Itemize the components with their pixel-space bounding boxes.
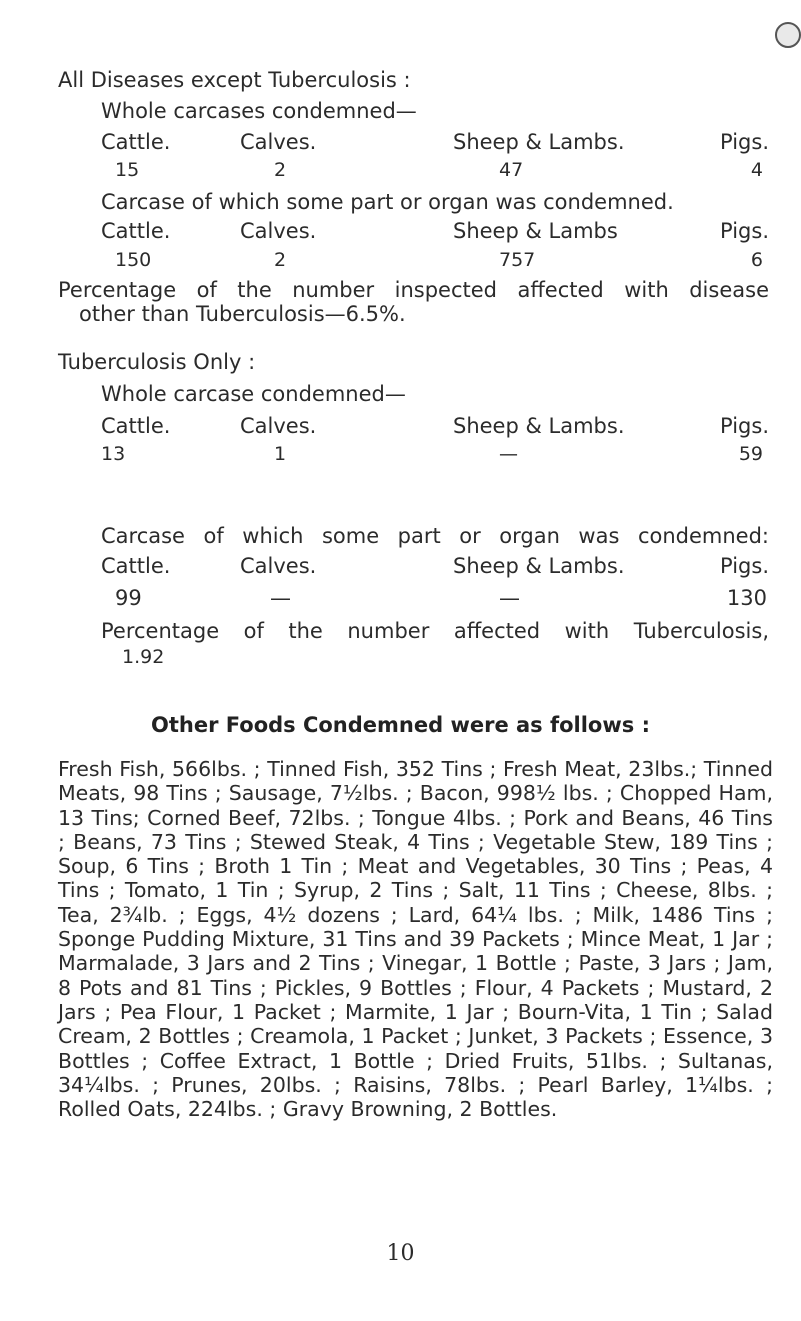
value-cell: — — [499, 586, 520, 610]
tb-whole-carcase-header-row — [101, 414, 769, 440]
value-cell: 2 — [274, 249, 287, 271]
other-foods-list: Fresh Fish, 566lbs. ; Tinned Fish, 352 Tins ; Fresh Meat, 23lbs.; Tinned Meats, 98 Tins ; Sausage, 7½lbs. ; Bacon, 998½ lbs. ; Chopped Ham, 13 Tins; Corned Beef, 72lbs. ; Tongue 4lbs. ; Pork and Beans, 46 Tins ; Beans, 73 Tins ; Stewed Steak, 4 Tins ; Vegetable Stew, 189 Tins ; Soup, 6 Tins ; Broth 1 Tin ; Meat and Vegetables, 30 Tins ; Peas, 4 Tins ; Tomato, 1 Tin ; Syrup, 2 Tins ; Salt, 11 Tins ; Cheese, 8lbs. ; Tea, 2¾lb. ; Eggs, 4½ dozens ; Lard, 64¼ lbs. ; Milk, 1486 Tins ; Sponge Pudding Mixture, 31 Tins and 39 Packets ; Mince Meat, 1 Jar ; Marmalade, 3 Jars and 2 Tins ; Vinegar, 1 Bottle ; Paste, 3 Jars ; Jam, 8 Pots and 81 Tins ; Pickles, 9 Bottles ; Flour, 4 Packets ; Mustard, 2 Jars ; Pea Flour, 1 Packet ; Marmite, 1 Jar ; Bourn-Vita, 1 Tin ; Salad Cream, 2 Bottles ; Creamola, 1 Packet ; Junket, 3 Packets ; Essence, 3 Bottles ; Coffee Extract, 1 Bottle ; Dried Fruits, 51lbs. ; Sultanas, 34¼lbs. ; Prunes, 20lbs. ; Raisins, 78lbs. ; Pearl Barley, 1¼lbs. ; Rolled Oats, 224lbs. ; Gravy Browning, 2 Bottles. — [58, 757, 773, 1122]
page-number: 10 — [386, 1241, 415, 1266]
whole-carcases-title: Whole carcases condemned— — [101, 99, 417, 123]
section-heading-tuberculosis: Tuberculosis Only : — [58, 350, 256, 374]
whole-carcases-header-row — [101, 130, 769, 156]
value-cell: 1 — [274, 443, 287, 465]
section-heading-diseases: All Diseases except Tuberculosis : — [58, 68, 411, 92]
column-header: Cattle. — [101, 554, 171, 578]
column-header: Cattle. — [101, 130, 171, 154]
part-condemned-title: Carcase of which some part or organ was condemned. — [101, 190, 674, 214]
part-condemned-header-row — [101, 219, 769, 245]
column-header: Calves. — [240, 219, 317, 243]
whole-carcases-value-row — [101, 159, 769, 185]
value-cell: 47 — [499, 159, 524, 181]
tb-whole-carcase-title: Whole carcase condemned— — [101, 382, 406, 406]
tb-part-condemned-header-row — [101, 554, 769, 580]
tb-whole-carcase-value-row — [101, 443, 769, 469]
column-header: Sheep & Lambs. — [453, 554, 625, 578]
value-cell: 6 — [750, 249, 763, 271]
percentage-disease-line1: Percentage of the number inspected affected with disease — [58, 278, 769, 302]
percentage-disease-line2: other than Tuberculosis—6.5%. — [79, 302, 406, 326]
value-cell: 13 — [101, 443, 126, 465]
column-header: Calves. — [240, 554, 317, 578]
tb-part-condemned-value-row — [101, 586, 769, 612]
corner-punch-mark — [775, 22, 801, 48]
value-cell: — — [499, 443, 518, 465]
value-cell: 99 — [115, 586, 142, 610]
column-header: Calves. — [240, 414, 317, 438]
percentage-tb-line1: Percentage of the number affected with Tuberculosis, — [101, 619, 769, 643]
percentage-tb-line2: 1.92 — [122, 646, 165, 668]
other-foods-title: Other Foods Condemned were as follows : — [151, 713, 650, 737]
column-header: Pigs. — [720, 554, 769, 578]
value-cell: — — [270, 586, 291, 610]
column-header: Sheep & Lambs — [453, 219, 618, 243]
value-cell: 757 — [499, 249, 536, 271]
column-header: Sheep & Lambs. — [453, 414, 625, 438]
value-cell: 130 — [726, 586, 767, 610]
value-cell: 15 — [115, 159, 140, 181]
column-header: Cattle. — [101, 414, 171, 438]
column-header: Pigs. — [720, 219, 769, 243]
column-header: Cattle. — [101, 219, 171, 243]
value-cell: 150 — [115, 249, 152, 271]
tb-part-condemned-title: Carcase of which some part or organ was condemned: — [101, 524, 769, 548]
column-header: Pigs. — [720, 414, 769, 438]
column-header: Pigs. — [720, 130, 769, 154]
part-condemned-value-row — [101, 249, 769, 275]
value-cell: 4 — [750, 159, 763, 181]
value-cell: 2 — [274, 159, 287, 181]
column-header: Calves. — [240, 130, 317, 154]
column-header: Sheep & Lambs. — [453, 130, 625, 154]
value-cell: 59 — [738, 443, 763, 465]
